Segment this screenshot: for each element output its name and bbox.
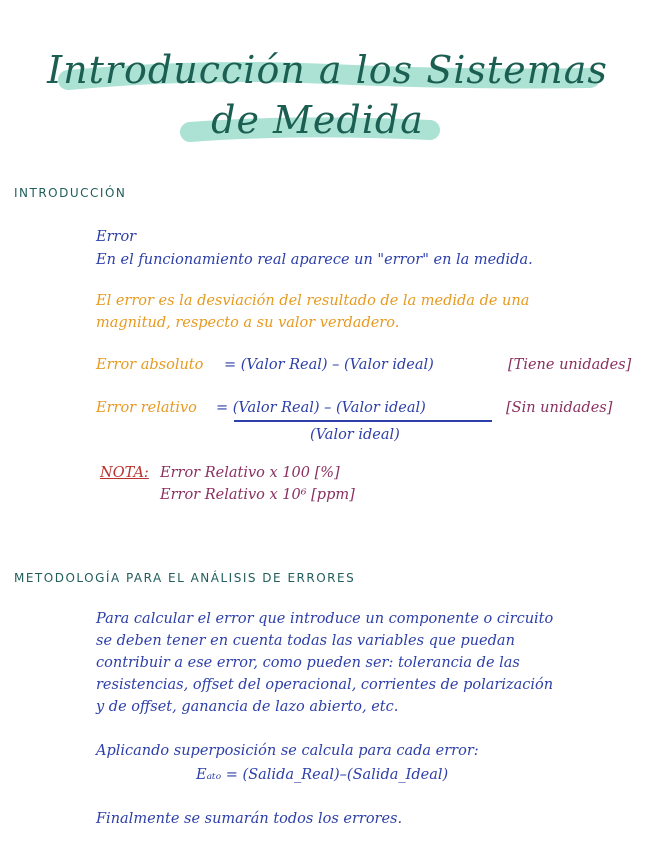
nota-line-2: Error Relativo x 10⁶ [ppm] [160,487,355,503]
error-formula: Eₐₜₒ = (Salida_Real)–(Salida_Ideal) [196,767,449,783]
abs-error-label: Error absoluto [96,357,204,373]
nota-line-1: Error Relativo x 100 [%] [160,465,340,481]
section-heading-introduccion: INTRODUCCIÓN [14,186,127,200]
abs-error-note: [Tiene unidades] [508,357,632,373]
method-line-4: resistencias, offset del operacional, corrientes de polarización [96,677,554,693]
rel-error-label: Error relativo [96,400,197,416]
fraction-bar [234,420,492,422]
method-line-3: contribuir a ese error, como pueden ser: tolerancia de las [96,655,520,671]
method-line-5: y de offset, ganancia de lazo abierto, etc. [96,699,399,715]
method-line-2: se deben tener en cuenta todas las variables que puedan [96,633,515,649]
definition-line-2: magnitud, respecto a su valor verdadero. [96,315,400,331]
abs-error-formula: = (Valor Real) – (Valor ideal) [224,357,434,373]
definition-line-1: El error es la desviación del resultado de la medida de una [96,293,530,309]
title-block [0,40,655,150]
rel-error-numerator: = (Valor Real) – (Valor ideal) [216,400,426,416]
error-title: Error [96,229,137,245]
page-title-line-2: de Medida [211,98,424,142]
method-line-1: Para calcular el error que introduce un componente o circuito [96,611,554,627]
section-heading-metodologia: METODOLOGÍA PARA EL ANÁLISIS DE ERRORES [14,571,356,585]
rel-error-note: [Sin unidades] [506,400,613,416]
page-title-line-1: Introducción a los Sistemas [47,48,608,92]
intro-line: En el funcionamiento real aparece un "error" en la medida. [96,252,533,268]
nota-label: NOTA: [100,465,149,481]
apply-line: Aplicando superposición se calcula para cada error: [96,743,479,759]
rel-error-denominator: (Valor ideal) [310,427,400,443]
final-line: Finalmente se sumarán todos los errores. [96,811,403,827]
